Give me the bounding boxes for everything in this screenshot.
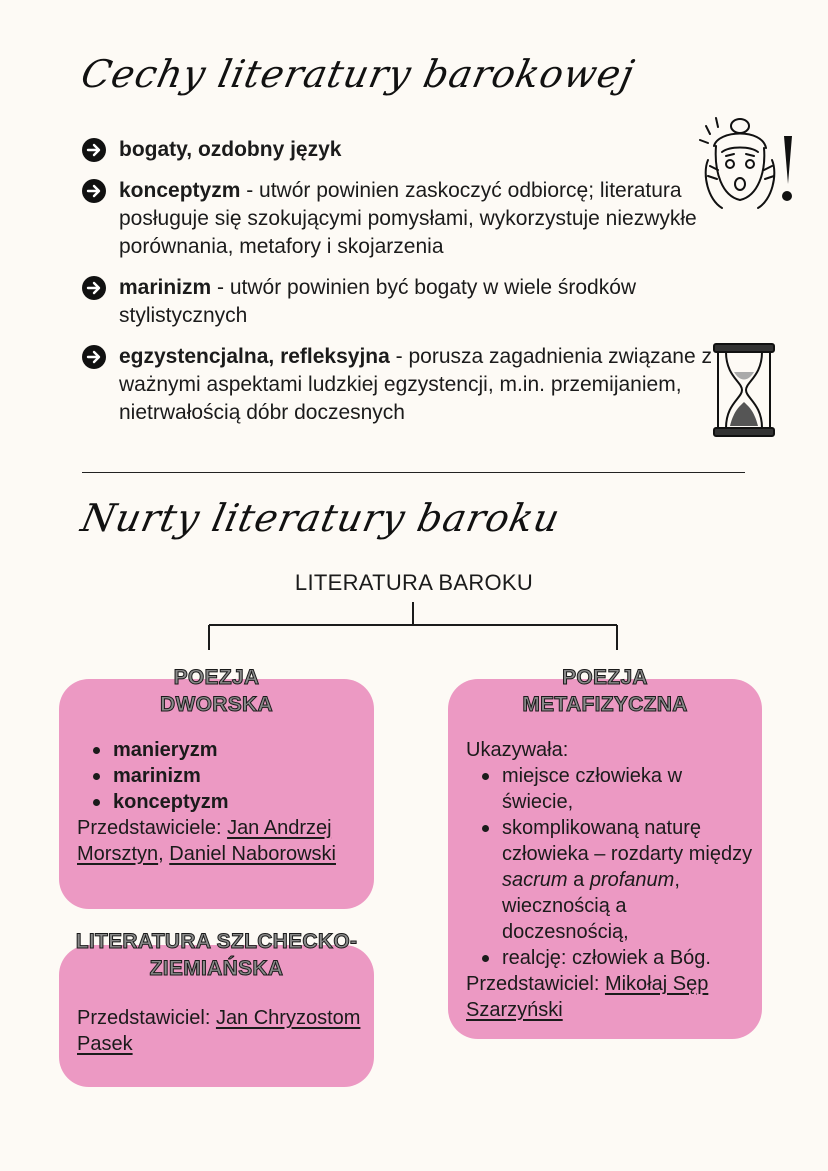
feature-item xyxy=(82,343,752,427)
feature-text: egzystencjalna, refleksyjna - porusza zagadnienia związane z ważnymi aspektami ludzkiej egzystencji, m.in. przemijaniem, nietrwałością dóbr doczesnych xyxy=(119,345,713,424)
feature-item xyxy=(82,274,752,330)
feature-item xyxy=(82,177,752,261)
hourglass-icon xyxy=(710,342,778,438)
representative-link[interactable]: Daniel Naborowski xyxy=(169,843,336,865)
representative-link[interactable]: Jan Andrzej Morsztyn xyxy=(77,817,332,865)
feature-list xyxy=(82,136,752,440)
feature-item xyxy=(82,136,752,164)
arrow-circle-icon xyxy=(82,276,106,300)
arrow-circle-icon xyxy=(82,179,106,203)
intro-text: Ukazywała: xyxy=(466,739,569,761)
representative-link[interactable]: Mikołaj Sęp Szarzyński xyxy=(466,973,709,1021)
section-title-features: Cechy literatury barokowej xyxy=(77,52,639,96)
card-body-literatura-szlachecka xyxy=(77,1005,367,1057)
representatives: Przedstawiciel: Jan Chryzostom Pasek xyxy=(77,1007,361,1055)
card-body-poezja-dworska xyxy=(77,737,367,867)
representatives: Przedstawiciele: Jan Andrzej Morsztyn, Daniel Naborowski xyxy=(77,817,336,865)
card-heading-poezja-dworska: POEZJA DWORSKA xyxy=(160,666,273,716)
feature-text: bogaty, ozdobny język xyxy=(119,138,342,161)
representatives: Przedstawiciel: Mikołaj Sęp Szarzyński xyxy=(466,973,709,1021)
feature-text: marinizm - utwór powinien być bogaty w wiele środków stylistycznych xyxy=(119,276,637,327)
list-item: manieryzm xyxy=(113,737,367,763)
card-heading-poezja-metafizyczna: POEZJA METAFIZYCZNA xyxy=(522,666,688,716)
representative-link[interactable]: Jan Chryzostom Pasek xyxy=(77,1007,361,1055)
list-item: marinizm xyxy=(113,763,367,789)
list-item: realcję: człowiek a Bóg. xyxy=(502,945,756,971)
card-body-poezja-metafizyczna xyxy=(466,737,756,1023)
list-item: konceptyzm xyxy=(113,789,367,815)
metafizyczna-feature-list xyxy=(466,763,756,971)
arrow-circle-icon xyxy=(82,138,106,162)
card-heading-literatura-szlachecka: LITERATURA SZLCHECKO- ZIEMIAŃSKA xyxy=(75,930,358,980)
list-item: miejsce człowieka w świecie, xyxy=(502,763,756,815)
feature-text: konceptyzm - utwór powinien zaskoczyć odbiorcę; literatura posługuje się szokującymi pomysłami, wykorzystuje niezwykłe porównania, metafory i skojarzenia xyxy=(119,179,697,258)
diagram-connector xyxy=(0,600,828,660)
surprised-face-icon xyxy=(692,112,800,216)
section-divider xyxy=(82,472,745,473)
section-title-currents: Nurty literatury baroku xyxy=(77,496,565,540)
arrow-circle-icon xyxy=(82,345,106,369)
dworska-feature-list xyxy=(77,737,367,815)
list-item: skomplikowaną naturę człowieka – rozdarty między sacrum a profanum, wiecznością a doczesnością, xyxy=(502,815,756,945)
diagram-root-label: LITERATURA BAROKU xyxy=(294,570,534,595)
